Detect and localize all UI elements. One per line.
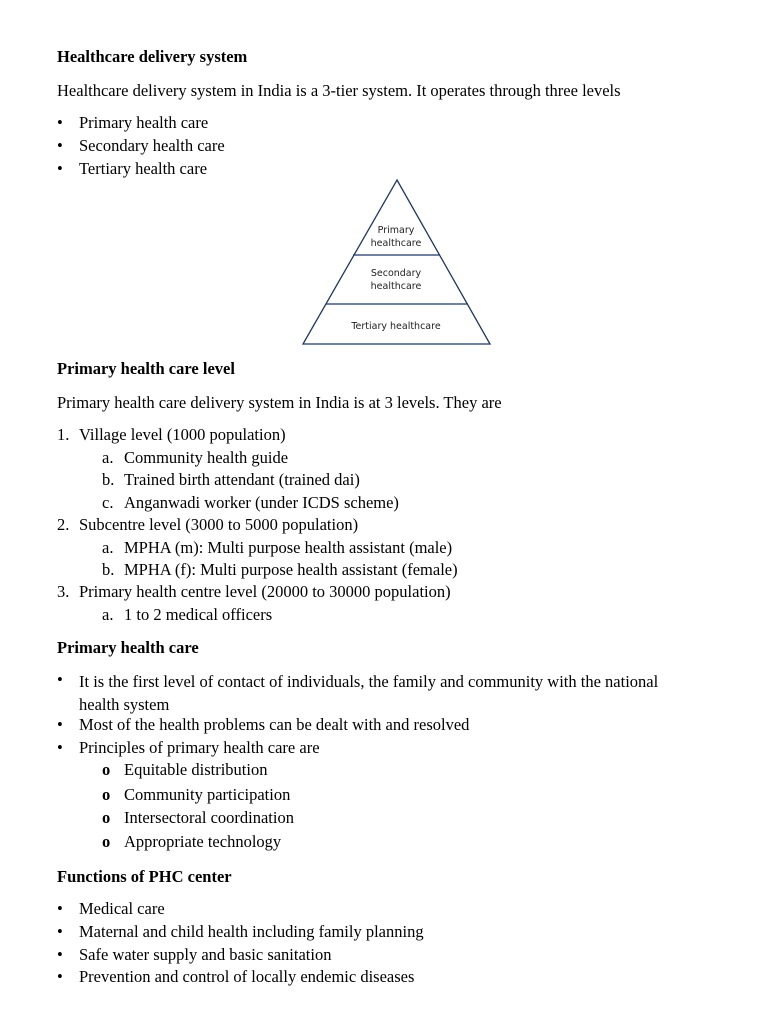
bullet-icon: •	[57, 967, 63, 986]
bullet-icon: •	[57, 715, 63, 734]
section-heading-phc-level: Primary health care level	[57, 359, 235, 378]
tier-secondary-line1: Secondary	[370, 268, 422, 279]
tier-primary-line1: Primary	[377, 225, 415, 236]
tier-primary-line2: healthcare	[370, 238, 422, 249]
bullet-icon: •	[57, 922, 63, 941]
section-heading-phc-functions: Functions of PHC center	[57, 867, 232, 886]
bullet-icon: •	[57, 136, 63, 155]
tier-secondary-line2: healthcare	[370, 281, 422, 292]
tier-tertiary-label: Tertiary healthcare	[351, 321, 441, 332]
bullet-icon: •	[57, 899, 63, 918]
circle-bullet-icon: o	[102, 832, 111, 851]
bullet-icon: •	[57, 945, 63, 964]
circle-bullet-icon: o	[102, 785, 111, 804]
bullet-icon: •	[57, 670, 63, 689]
bullet-icon: •	[57, 159, 63, 178]
bullet-icon: •	[57, 738, 63, 757]
levels-intro: Primary health care delivery system in India is at 3 levels. They are	[57, 393, 502, 412]
circle-bullet-icon: o	[102, 760, 111, 779]
intro-paragraph: Healthcare delivery system in India is a 3-tier system. It operates through three levels	[57, 81, 621, 100]
circle-bullet-icon: o	[102, 808, 111, 827]
pyramid-outline	[303, 180, 490, 344]
healthcare-pyramid-diagram	[298, 178, 498, 348]
section-heading-primary-health-care: Primary health care	[57, 638, 199, 657]
bullet-icon: •	[57, 113, 63, 132]
section-heading-healthcare-delivery: Healthcare delivery system	[57, 47, 248, 66]
